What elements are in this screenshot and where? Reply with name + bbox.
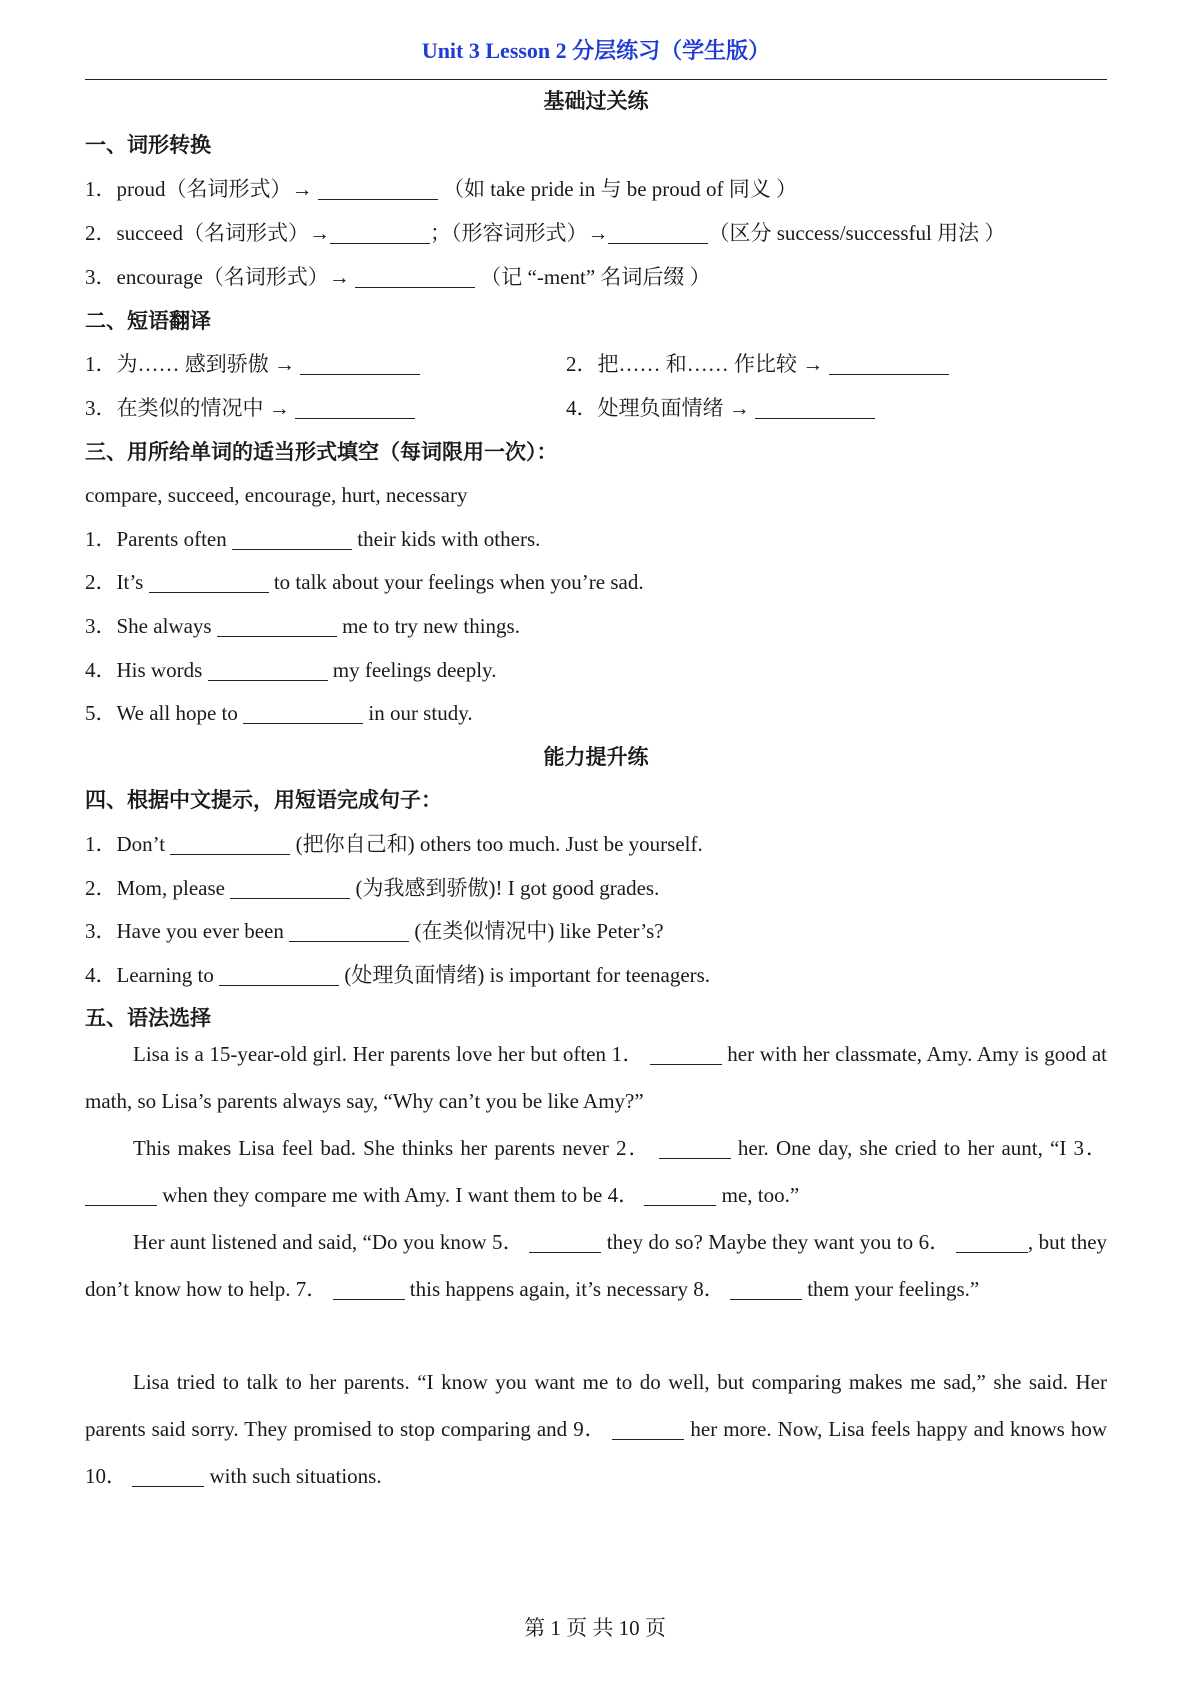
answer-blank[interactable] bbox=[608, 221, 708, 244]
answer-blank[interactable] bbox=[644, 1183, 716, 1206]
part3-question-5: 5．We all hope to in our study. bbox=[85, 701, 473, 725]
answer-blank[interactable] bbox=[243, 701, 363, 724]
page-title: Unit 3 Lesson 2 分层练习（学生版） bbox=[421, 38, 771, 63]
answer-blank[interactable] bbox=[219, 963, 339, 986]
answer-blank[interactable] bbox=[612, 1417, 684, 1440]
answer-blank[interactable] bbox=[232, 527, 352, 550]
answer-blank[interactable] bbox=[300, 352, 420, 375]
answer-blank[interactable] bbox=[85, 1183, 157, 1206]
section-title-advanced: 能力提升练 bbox=[543, 745, 649, 769]
answer-blank[interactable] bbox=[529, 1230, 601, 1253]
answer-blank[interactable] bbox=[355, 265, 475, 288]
passage-paragraph-4: Lisa tried to talk to her parents. “I know you want me to do well, but comparing makes me sad,” she said. Her parents said sorry. They promised to stop comparing and 9． her more. Now, Lisa feels happy and knows how 10． with such situations. bbox=[85, 1370, 1108, 1488]
part2-question-1: 1．为…… 感到骄傲 → bbox=[85, 352, 420, 376]
part4-question-2: 2．Mom, please (为我感到骄傲)! I got good grades. bbox=[85, 876, 660, 900]
answer-blank[interactable] bbox=[132, 1464, 204, 1487]
part4-heading: 四、根据中文提示，用短语完成句子： bbox=[85, 788, 442, 812]
answer-blank[interactable] bbox=[829, 352, 949, 375]
part1-question-1: 1．proud（名词形式）→ （如 take pride in 与 be proud of 同义 ） bbox=[85, 177, 798, 201]
part2-question-2: 2．把…… 和…… 作比较 → bbox=[566, 349, 949, 379]
answer-blank[interactable] bbox=[755, 396, 875, 419]
part3-word-bank: compare, succeed, encourage, hurt, necessary bbox=[85, 483, 468, 507]
passage-paragraph-3: Her aunt listened and said, “Do you know 5． they do so? Maybe they want you to 6． , but they don’t know how to help. 7． this happens again, it’s necessary 8． them your feelings.” bbox=[85, 1230, 1108, 1301]
answer-blank[interactable] bbox=[659, 1136, 731, 1159]
part3-question-3: 3．She always me to try new things. bbox=[85, 614, 520, 638]
page-number: 第 1 页 共 10 页 bbox=[524, 1616, 666, 1640]
part2-row-1 bbox=[85, 349, 1107, 379]
section-title-basic: 基础过关练 bbox=[543, 89, 649, 113]
answer-blank[interactable] bbox=[217, 614, 337, 637]
part3-question-2: 2．It’s to talk about your feelings when you’re sad. bbox=[85, 570, 644, 594]
answer-blank[interactable] bbox=[650, 1042, 722, 1065]
answer-blank[interactable] bbox=[208, 658, 328, 681]
part1-question-2: 2．succeed（名词形式）→ ；（形容词形式）→ （区分 success/successful 用法 ） bbox=[85, 221, 1006, 245]
answer-blank[interactable] bbox=[230, 876, 350, 899]
part1-question-3: 3．encourage（名词形式）→ （记 “-ment” 名词后缀 ） bbox=[85, 265, 711, 289]
answer-blank[interactable] bbox=[289, 919, 409, 942]
answer-blank[interactable] bbox=[330, 221, 430, 244]
part3-question-1: 1．Parents often their kids with others. bbox=[85, 527, 541, 551]
answer-blank[interactable] bbox=[149, 570, 269, 593]
answer-blank[interactable] bbox=[318, 177, 438, 200]
part1-heading: 一、词形转换 bbox=[85, 133, 211, 157]
part4-question-4: 4．Learning to (处理负面情绪) is important for teenagers. bbox=[85, 963, 711, 987]
part4-question-1: 1．Don’t (把你自己和) others too much. Just be yourself. bbox=[85, 832, 703, 856]
part3-heading: 三、用所给单词的适当形式填空（每词限用一次）： bbox=[85, 440, 558, 464]
answer-blank[interactable] bbox=[170, 832, 290, 855]
answer-blank[interactable] bbox=[295, 396, 415, 419]
part2-heading: 二、短语翻译 bbox=[85, 309, 211, 333]
part2-question-4: 4．处理负面情绪 → bbox=[566, 393, 875, 423]
part2-row-2 bbox=[85, 393, 1107, 423]
passage-paragraph-2: This makes Lisa feel bad. She thinks her parents never 2． her. One day, she cried to her aunt, “I 3． when they compare me with Amy. I want them to be 4． me, too.” bbox=[85, 1125, 1107, 1219]
answer-blank[interactable] bbox=[730, 1277, 802, 1300]
passage-paragraph-1: Lisa is a 15-year-old girl. Her parents love her but often 1． her with her classmate, Amy. Amy is good at math, so Lisa’s parents always say, “Why can’t you be like Amy?” bbox=[85, 1042, 1108, 1113]
answer-blank[interactable] bbox=[956, 1230, 1028, 1253]
header-divider bbox=[85, 79, 1107, 80]
part2-question-3: 3．在类似的情况中 → bbox=[85, 396, 415, 420]
part5-heading: 五、语法选择 bbox=[85, 1006, 211, 1030]
part3-question-4: 4．His words my feelings deeply. bbox=[85, 658, 497, 682]
part4-question-3: 3．Have you ever been (在类似情况中) like Peter’s? bbox=[85, 919, 664, 943]
answer-blank[interactable] bbox=[333, 1277, 405, 1300]
